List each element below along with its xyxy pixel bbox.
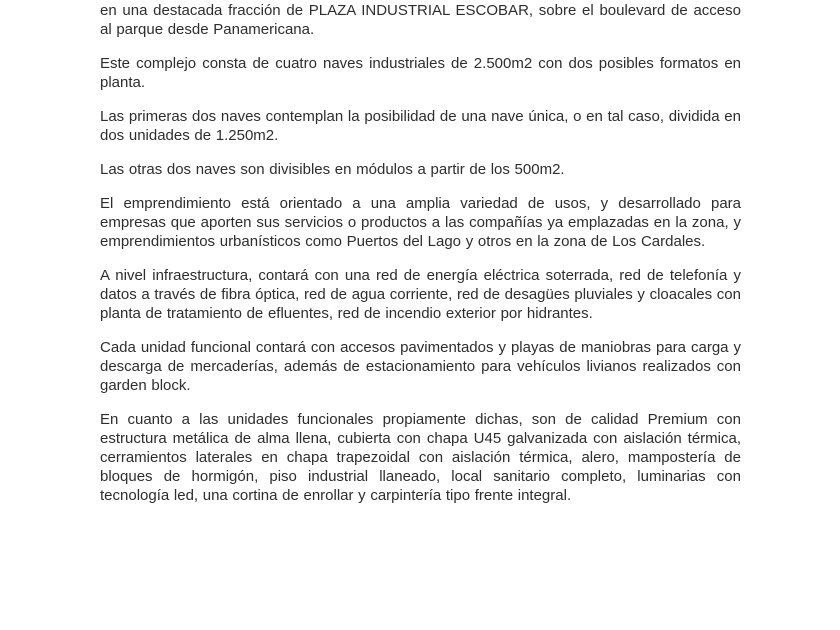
paragraph: Cada unidad funcional contará con accesos pavimentados y playas de maniobras para carga y descarga de mercaderías, además de estacionamiento para vehículos livianos realizados con garden block. (100, 339, 741, 394)
paragraph: Las primeras dos naves contemplan la posibilidad de una nave única, o en tal caso, dividida en dos unidades de 1.250m2. (100, 108, 741, 144)
paragraph: A nivel infraestructura, contará con una red de energía eléctrica soterrada, red de telefonía y datos a través de fibra óptica, red de agua corriente, red de desagües pluviales y cloacales con planta de tratamiento de efluentes, red de incendio exterior por hidrantes. (100, 267, 741, 322)
paragraph: Este complejo consta de cuatro naves industriales de 2.500m2 con dos posibles formatos en planta. (100, 55, 741, 91)
paragraph: En cuanto a las unidades funcionales propiamente dichas, son de calidad Premium con estructura metálica de alma llena, cubierta con chapa U45 galvanizada con aislación térmica, cerramientos laterales en chapa trapezoidal con aislación térmica, alero, mampostería de bloques de hormigón, piso industrial llaneado, local sanitario completo, luminarias con tecnología led, una cortina de enrollar y carpintería tipo frente integral. (100, 411, 741, 504)
paragraph: Las otras dos naves son divisibles en módulos a partir de los 500m2. (100, 161, 565, 178)
document-text-block (100, 1, 741, 520)
paragraph: en una destacada fracción de PLAZA INDUSTRIAL ESCOBAR, sobre el boulevard de acceso al parque desde Panamericana. (100, 2, 741, 38)
paragraph: El emprendimiento está orientado a una amplia variedad de usos, y desarrollado para empresas que aporten sus servicios o productos a las compañías ya emplazadas en la zona, y emprendimientos urbanísticos como Puertos del Lago y otros en la zona de Los Cardales. (100, 195, 741, 250)
